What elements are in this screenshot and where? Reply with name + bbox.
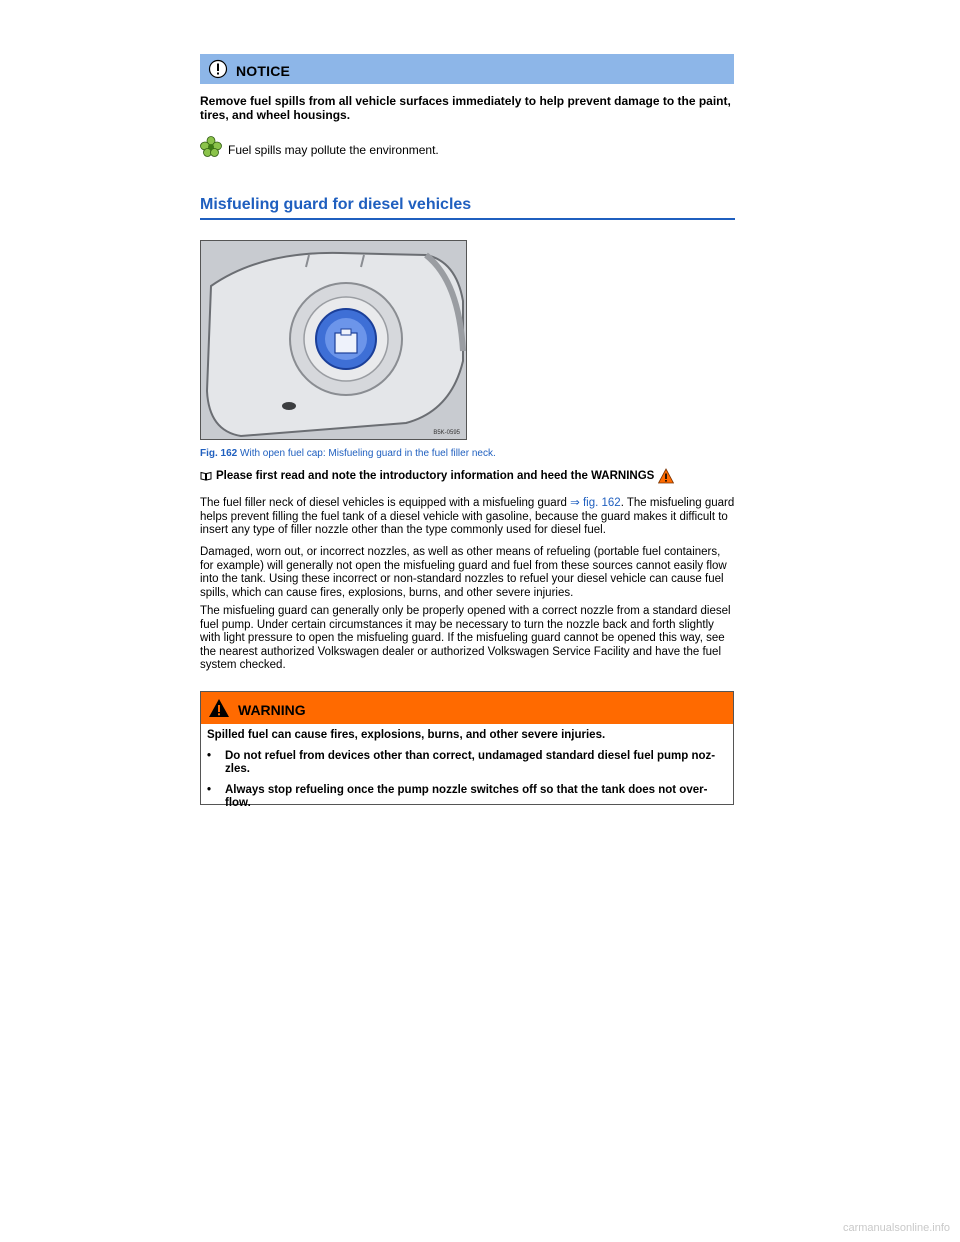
- warning-box: [200, 691, 734, 809]
- exclamation-circle-icon: [208, 59, 228, 79]
- watermark-footer: carmanualsonline.info: [842, 1222, 950, 1234]
- notice-title: NOTICE: [236, 63, 291, 79]
- figure-link[interactable]: ⇒ fig. 162: [570, 497, 621, 509]
- paragraph-1-part-b: . The misfueling guard helps prevent filling the fuel tank of a diesel vehicle with gasoline, because the guard makes it difficult to insert any type of filler nozzle other than the type commonly used for diesel fuel.: [200, 497, 735, 536]
- warning-bullet-text: Do not refuel from devices other than correct, undamaged standard diesel fuel pump noz-zles.: [225, 749, 716, 775]
- environment-flower-icon: [200, 136, 222, 158]
- paragraph-2: Damaged, worn out, or incorrect nozzles, as well as other means of refueling (portable fuel containers, for example) will generally not open the misfueling guard and fuel from these sources cannot easily flow into the tank. Using these incorrect or non-standard nozzles to refuel your diesel vehicle can cause fuel spills, which can cause fires, explosions, burns, and other severe injuries.: [200, 546, 727, 599]
- warning-header: [201, 692, 733, 724]
- figure-code: B5K-0595: [433, 430, 460, 436]
- bullet-dot: •: [207, 783, 212, 796]
- figure-caption-text: With open fuel cap: Misfueling guard in the fuel filler neck.: [237, 448, 496, 459]
- notice-header: [200, 54, 734, 84]
- paragraph-3: The misfueling guard can generally only be properly opened with a correct nozzle from a standard diesel fuel pump. Under certain circumstances it may be necessary to turn the nozzle back and forth slightly with light pressure to open the misfueling guard. If the misfueling guard cannot be opened this way, see the nearest authorized Volkswagen dealer or authorized Volkswagen Service Facility and have the fuel system checked.: [200, 605, 731, 671]
- warning-body: [201, 724, 733, 811]
- warning-bullet: [207, 784, 727, 811]
- intro-text: Please first read and note the introductory information and heed the WARNINGS: [216, 470, 655, 482]
- figure-number: Fig. 162: [200, 448, 238, 459]
- book-icon: [200, 471, 212, 481]
- fuel-filler-illustration: [201, 241, 467, 440]
- warning-lead: Spilled fuel can cause fires, explosions, burns, and other severe injuries.: [207, 729, 606, 741]
- warning-bullet-text: Always stop refueling once the pump nozzle switches off so that the tank does not over-flow.: [225, 783, 708, 809]
- warning-triangle-icon: [658, 468, 674, 484]
- intro-line: [200, 468, 735, 484]
- section-heading: Misfueling guard for diesel vehicles: [200, 196, 735, 220]
- notice-text: Remove fuel spills from all vehicle surfaces immediately to help prevent damage to the paint, tires, and wheel housings.: [200, 94, 731, 122]
- warning-title: WARNING: [238, 702, 306, 718]
- paragraph-1-part-a: The fuel filler neck of diesel vehicles is equipped with a misfueling guard: [200, 497, 571, 509]
- figure-caption: [200, 448, 735, 459]
- warning-triangle-icon: [208, 698, 230, 718]
- environment-note: [200, 136, 734, 158]
- warning-bullet: [207, 750, 727, 777]
- bullet-dot: •: [207, 749, 212, 762]
- environment-text: Fuel spills may pollute the environment.: [228, 143, 439, 157]
- paragraph-1: [200, 497, 735, 538]
- fuel-filler-figure: [200, 240, 467, 440]
